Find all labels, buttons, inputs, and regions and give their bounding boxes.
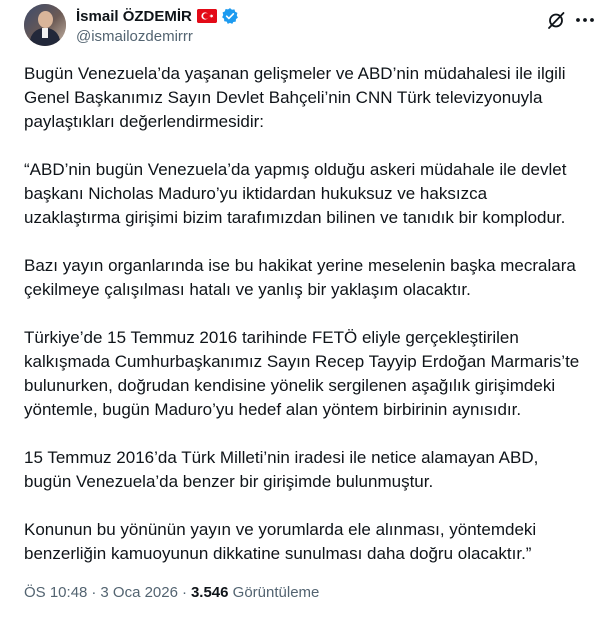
author-handle[interactable]: @ismailozdemirrr — [76, 28, 193, 45]
text-line: Bazı yayın organlarında ise bu hakikat yerine meselenin başka mecralara — [24, 256, 576, 275]
separator: · — [91, 584, 97, 601]
text-line: bugün Venezuela’da benzer bir girişimde bulunmuştur. — [24, 472, 434, 491]
turkey-flag-icon — [197, 9, 217, 23]
tweet-text — [24, 62, 599, 590]
tweet-paragraph — [24, 446, 599, 494]
tweet-paragraph — [24, 518, 599, 566]
tweet-paragraph — [24, 62, 599, 134]
views-label: Görüntüleme — [232, 584, 320, 601]
text-line: Konunun bu yönünün yayın ve yorumlarda ele alınması, yöntemdeki — [24, 520, 537, 539]
more-options-icon[interactable] — [574, 10, 596, 30]
author-name-row — [76, 6, 239, 26]
tweet-paragraph — [24, 254, 599, 302]
tweet-paragraph — [24, 158, 599, 230]
views-count: 3.546 — [190, 584, 229, 601]
text-line: kalkışmada Cumhurbaşkanımız Sayın Recep Tayyip Erdoğan Marmaris’te — [24, 352, 580, 371]
text-line: uzaklaştırma girişimi bizim tarafımızdan bilinen ve tanıdık bir komplodur. — [24, 208, 566, 227]
text-line: paylaştıkları değerlendirmesidir: — [24, 112, 264, 131]
text-line: Genel Başkanımız Sayın Devlet Bahçeli’nin CNN Türk televizyonuyla — [24, 88, 543, 107]
text-line: Türkiye’de 15 Temmuz 2016 tarihinde FETÖ eliyle gerçekleştirilen — [24, 328, 519, 347]
author-display-name[interactable]: İsmail ÖZDEMİR — [76, 7, 192, 25]
post-time[interactable]: ÖS 10:48 — [24, 584, 88, 601]
text-line: 15 Temmuz 2016’da Türk Milleti’nin iradesi ile netice alamayan ABD, — [24, 448, 539, 467]
post-date[interactable]: 3 Oca 2026 — [100, 584, 178, 601]
text-line: “ABD’nin bugün Venezuela’da yapmış olduğu askeri müdahale ile devlet — [24, 160, 567, 179]
text-line: benzerliğin kamuoyunun dikkatine sunulması daha doğru olacaktır.” — [24, 544, 532, 563]
verified-badge-icon[interactable] — [221, 7, 239, 25]
avatar[interactable] — [24, 4, 66, 46]
text-line: çekilmeye çalışılması hatalı ve yanlış bir yaklaşım olacaktır. — [24, 280, 471, 299]
separator: · — [181, 584, 187, 601]
tweet-paragraph — [24, 326, 599, 422]
text-line: bulunurken, doğrudan kendisine yönelik sergilenen aşağılık girişimdeki — [24, 376, 556, 395]
text-line: yöntemle, bugün Maduro’yu hedef alan yöntem birbirinin aynısıdır. — [24, 400, 522, 419]
text-line: Bugün Venezuela’da yaşanan gelişmeler ve ABD’nin müdahalesi ile ilgili — [24, 64, 566, 83]
grok-slash-circle-icon[interactable] — [546, 10, 566, 30]
text-line: başkanı Nicholas Maduro’yu iktidardan hukuksuz ve haksızca — [24, 184, 488, 203]
tweet-metadata — [24, 584, 319, 601]
